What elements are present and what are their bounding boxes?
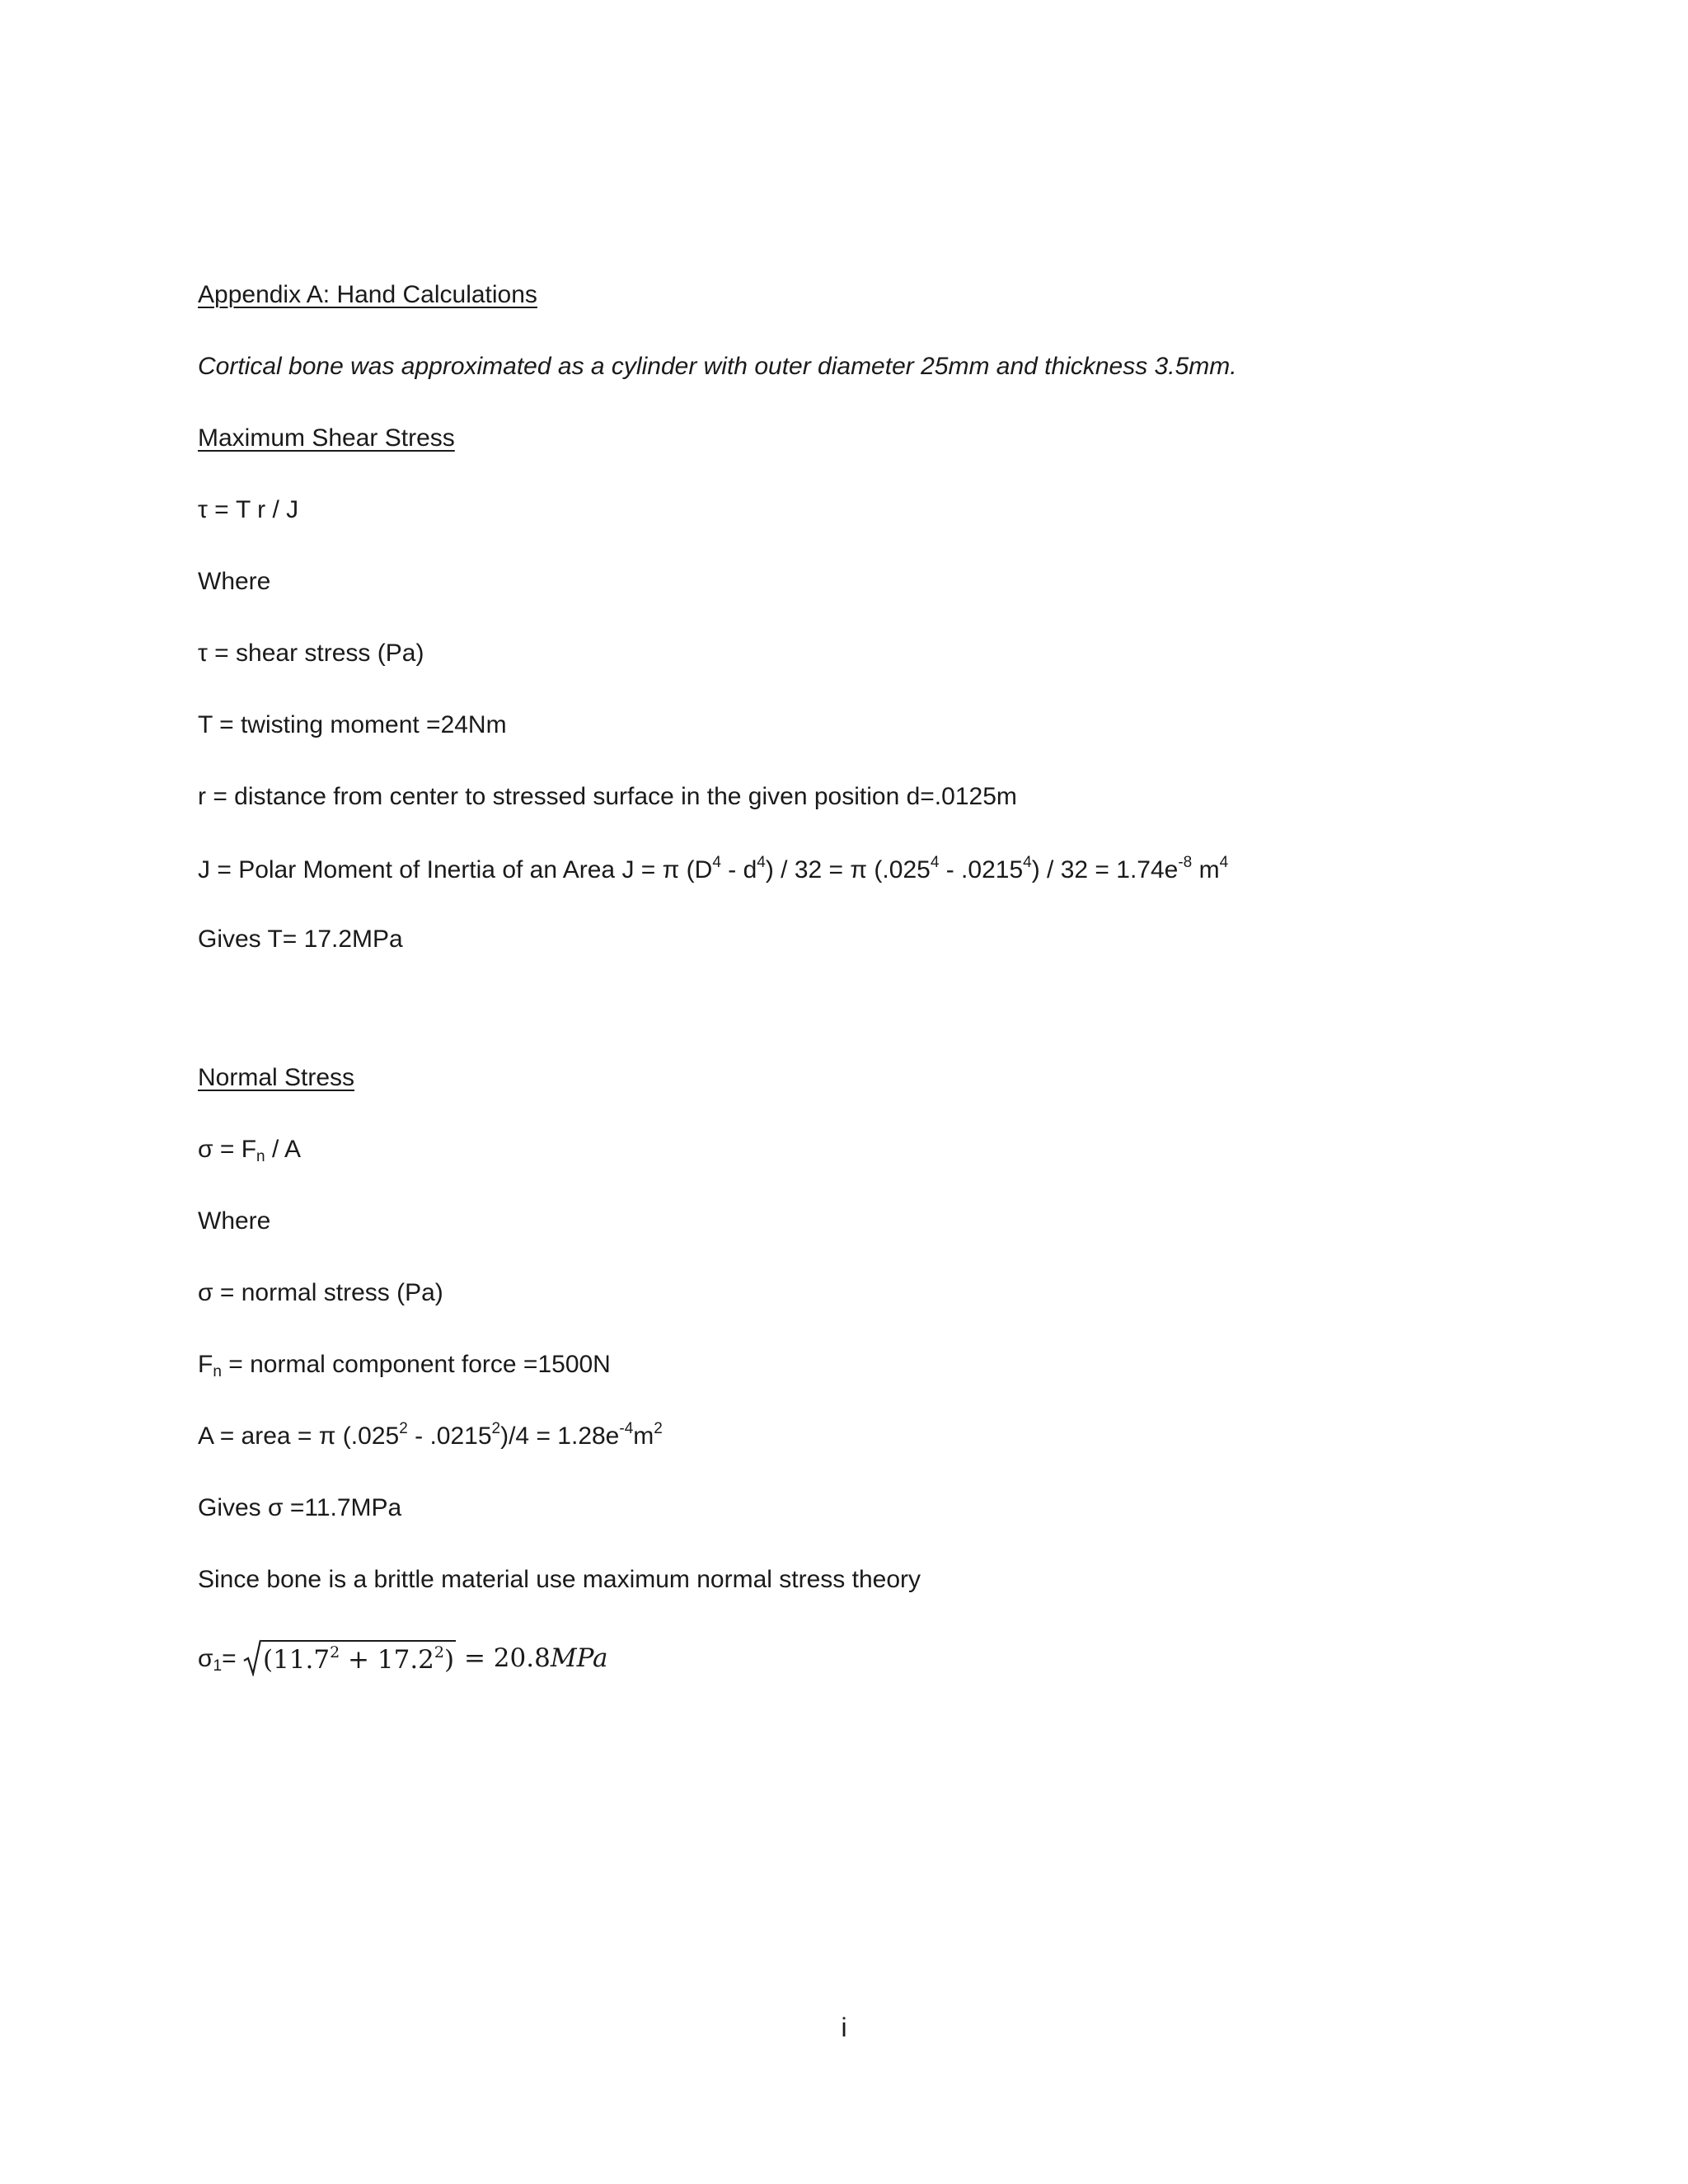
def-sigma: σ = normal stress (Pa): [198, 1279, 443, 1306]
def-area: A = area = π $(.025^2 - .0215^2)/4 = 1.28e^{-4}m^2$: [198, 1420, 663, 1450]
appendix-heading: Appendix A: Hand Calculations: [198, 281, 537, 308]
shear-section-title: Maximum Shear Stress: [198, 424, 455, 452]
square-root: $(11.7^2 + 17.2^2)$: [243, 1638, 456, 1676]
shear-result: Gives T= 17.2MPa: [198, 926, 403, 953]
normal-formula: $\sigma = F_n / A$: [198, 1136, 301, 1165]
intro-text: Cortical bone was approximated as a cylinder with outer diameter 25mm and thickness 3.5mm.: [198, 353, 1237, 380]
principal-stress-equation: $\sigma_1=$ $(11.7^2 + 17.2^2)$ = 20.8MPa: [198, 1638, 608, 1676]
def-polar-moment: J = Polar Moment of Inertia of an Area J = π $(D^4 - d^4) / 32 = \pi$ $(.025^4 - .0215^4) / 32 = 1.74e^{-8}$ $m^4$: [198, 854, 1229, 883]
theory-note: Since bone is a brittle material use maximum normal stress theory: [198, 1566, 921, 1593]
radical-sign-icon: [243, 1638, 261, 1676]
shear-formula: τ = T r / J: [198, 496, 299, 523]
normal-result: Gives σ =11.7MPa: [198, 1494, 402, 1521]
normal-section-title: Normal Stress: [198, 1064, 355, 1091]
def-twisting-moment: T = twisting moment =24Nm: [198, 711, 507, 738]
def-normal-force: $F_n$ = normal component force =1500N: [198, 1351, 611, 1380]
page-number: i: [841, 2013, 847, 2042]
def-distance: r = distance from center to stressed surface in the given position d=.0125m: [198, 783, 1017, 810]
def-tau: τ = shear stress (Pa): [198, 640, 424, 667]
shear-where: Where: [198, 568, 271, 595]
normal-where: Where: [198, 1207, 271, 1235]
